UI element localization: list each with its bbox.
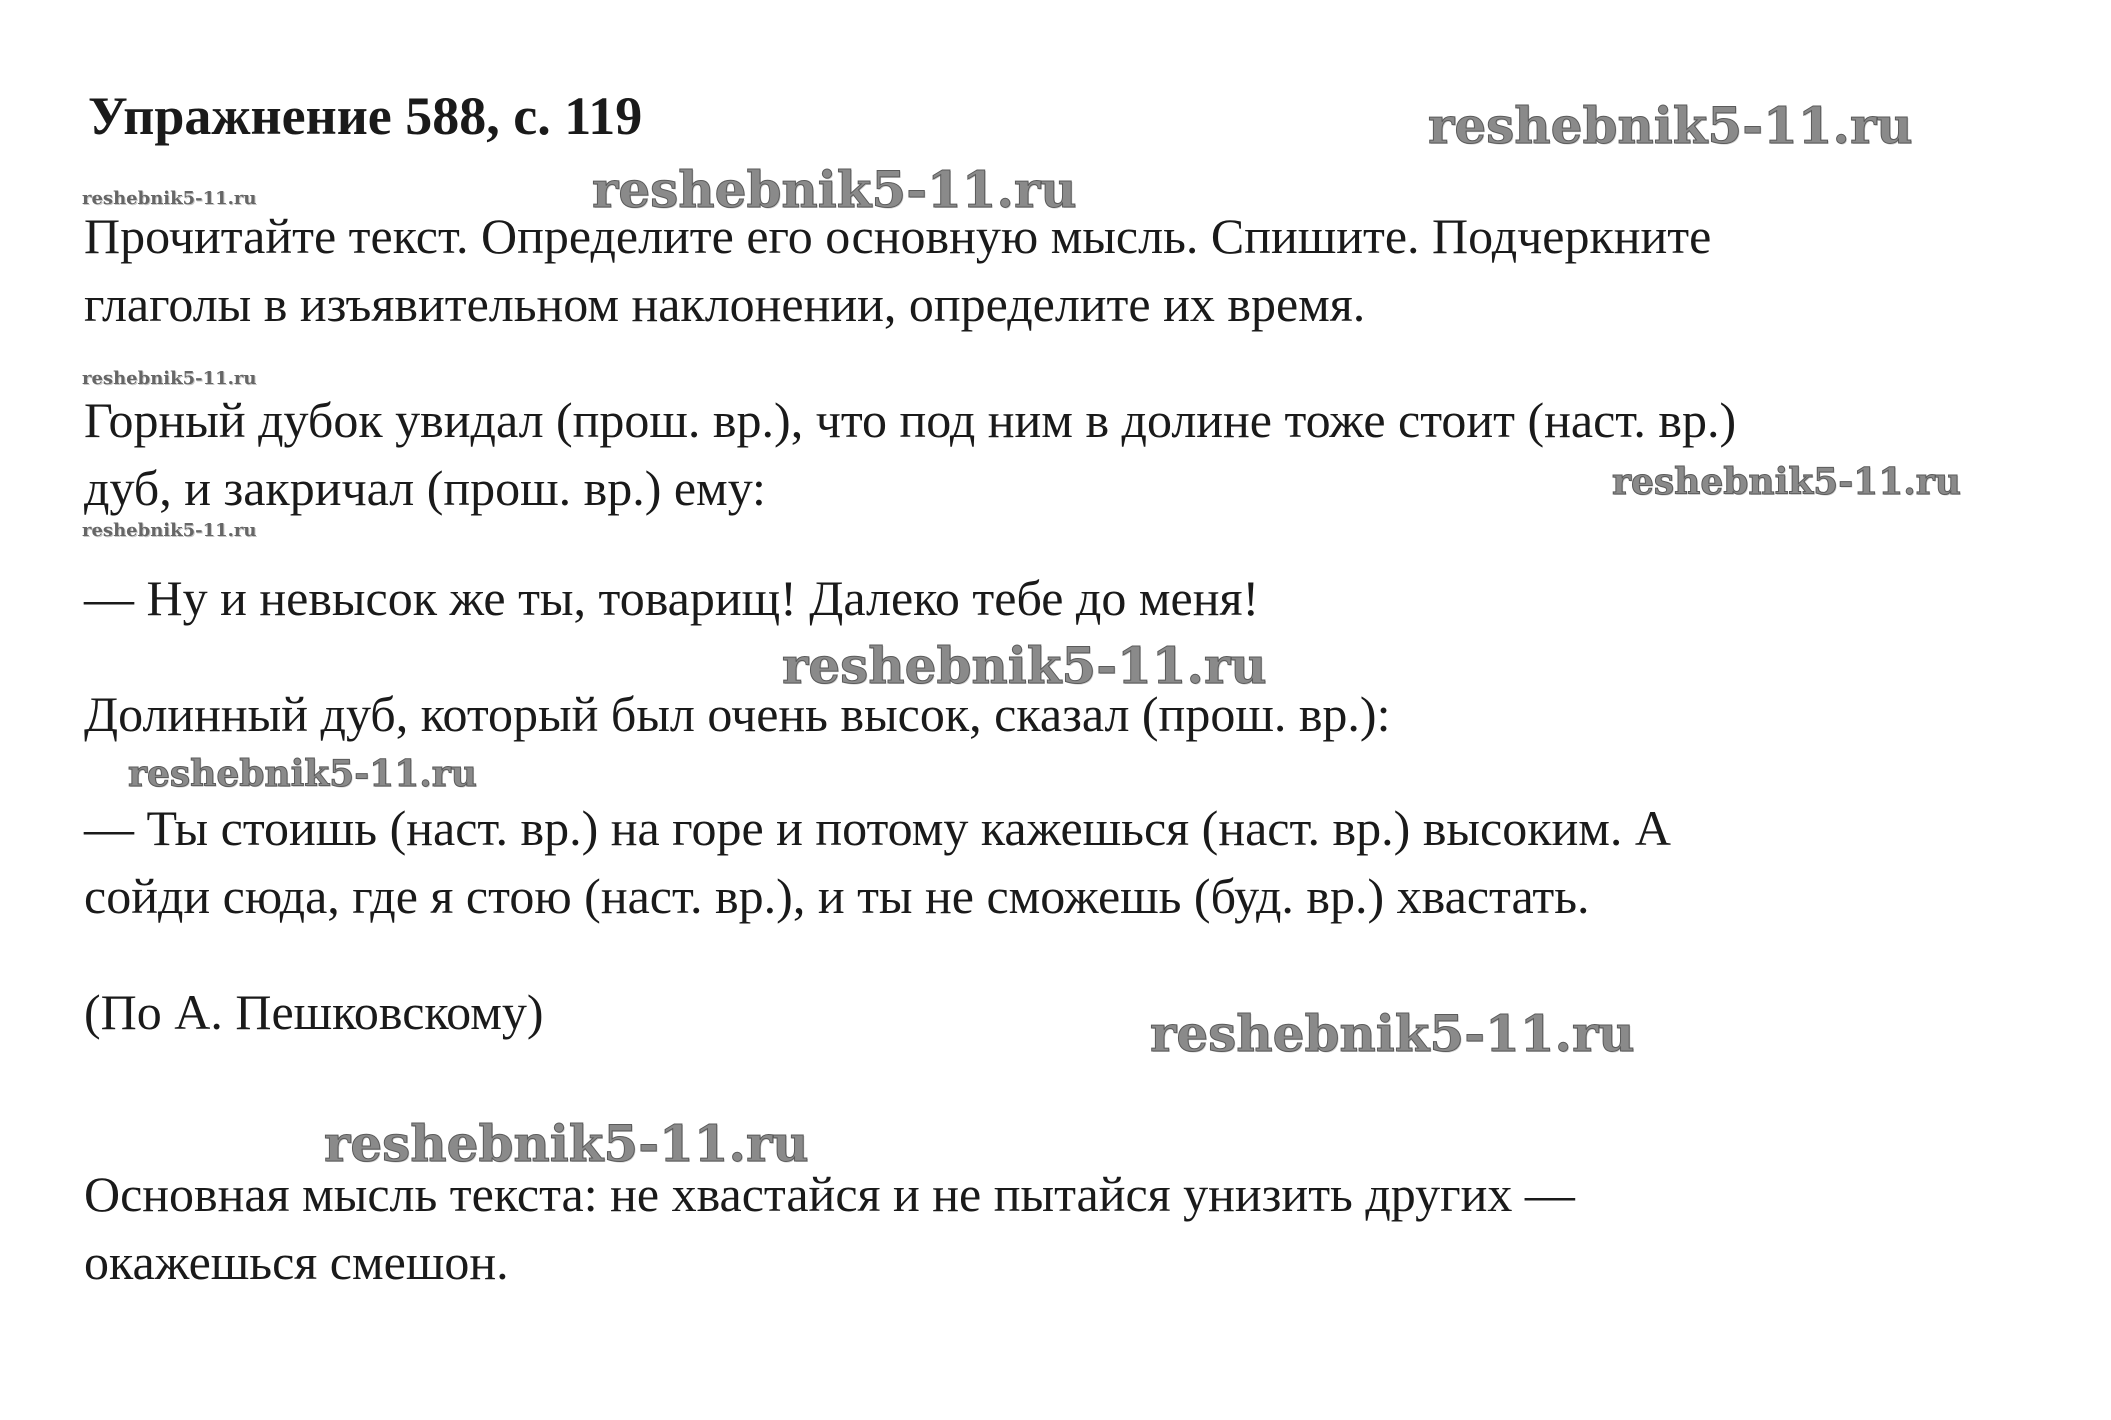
watermark: reshebnik5-11.ru — [82, 368, 257, 389]
watermark: reshebnik5-11.ru — [1428, 96, 1913, 155]
watermark: reshebnik5-11.ru — [82, 188, 257, 209]
answer-line: Основная мысль текста: не хвастайся и не пытайся унизить других — — [84, 1166, 1575, 1222]
task-line: Прочитайте текст. Определите его основную мысль. Спишите. Подчеркните — [84, 208, 1712, 264]
watermark: reshebnik5-11.ru — [82, 520, 257, 541]
watermark: reshebnik5-11.ru — [1612, 461, 1961, 503]
watermark: reshebnik5-11.ru — [324, 1114, 809, 1173]
source-line: (По А. Пешковскому) — [84, 984, 544, 1040]
text-paragraph — [84, 794, 1671, 930]
watermark: reshebnik5-11.ru — [592, 160, 1077, 219]
text-source — [84, 978, 544, 1046]
answer-line: окажешься смешон. — [84, 1234, 509, 1290]
text-paragraph — [84, 386, 1736, 522]
task-line: глаголы в изъявительном наклонении, определите их время. — [84, 276, 1366, 332]
text-line: Долинный дуб, который был очень высок, сказал (прош. вр.): — [84, 686, 1391, 742]
answer-paragraph — [84, 1160, 1575, 1296]
text-line: сойди сюда, где я стою (наст. вр.), и ты не сможешь (буд. вр.) хвастать. — [84, 868, 1590, 924]
watermark: reshebnik5-11.ru — [128, 753, 477, 795]
text-line: Горный дубок увидал (прош. вр.), что под ним в долине тоже стоит (наст. вр.) — [84, 392, 1737, 448]
text-paragraph — [84, 680, 1390, 748]
text-line: дуб, и закричал (прош. вр.) ему: — [84, 460, 766, 516]
watermark: reshebnik5-11.ru — [782, 636, 1267, 695]
exercise-title: Упражнение 588, с. 119 — [88, 86, 643, 146]
task-instructions — [84, 202, 1711, 338]
text-line: — Ну и невысок же ты, товарищ! Далеко тебе до меня! — [84, 570, 1260, 626]
text-paragraph — [84, 564, 1259, 632]
watermark: reshebnik5-11.ru — [1150, 1004, 1635, 1063]
text-line: — Ты стоишь (наст. вр.) на горе и потому кажешься (наст. вр.) высоким. А — [84, 800, 1672, 856]
